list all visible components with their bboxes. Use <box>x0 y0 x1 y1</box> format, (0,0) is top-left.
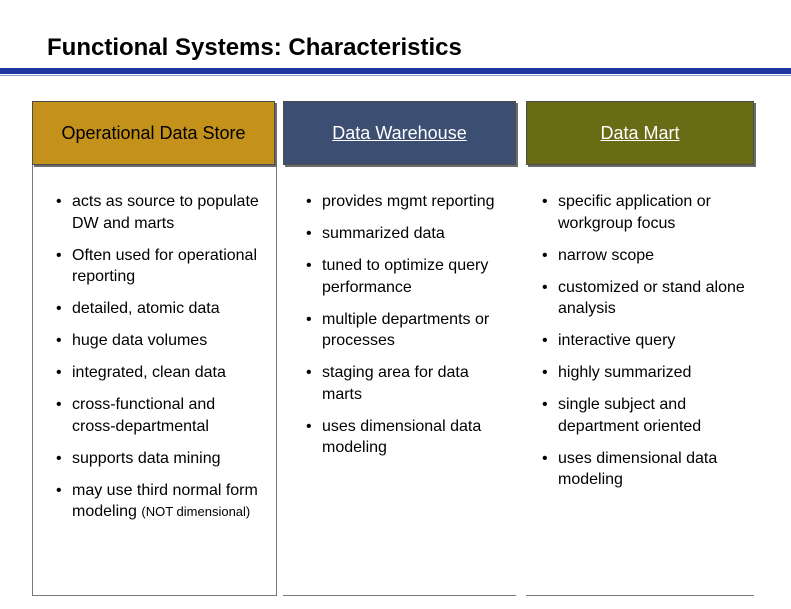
list-item: • specific application or workgroup focus <box>540 191 745 234</box>
list-item: • integrated, clean data <box>54 362 259 384</box>
list-item: • provides mgmt reporting <box>304 191 504 213</box>
list-item: • interactive query <box>540 330 745 352</box>
list-item: • summarized data <box>304 223 504 245</box>
list-item: • supports data mining <box>54 448 259 470</box>
list-item: • uses dimensional data modeling <box>540 448 745 491</box>
dm-header-label: Data Mart <box>600 122 680 143</box>
list-item: • tuned to optimize query performance <box>304 255 504 298</box>
dm-header <box>526 101 754 165</box>
dw-header <box>283 101 516 165</box>
list-item: • staging area for data marts <box>304 362 504 405</box>
dw-header-label: Data Warehouse <box>332 122 467 143</box>
list-item: • customized or stand alone analysis <box>540 277 745 320</box>
list-item: • multiple departments or processes <box>304 309 504 352</box>
list-item: • detailed, atomic data <box>54 298 259 320</box>
list-item: • huge data volumes <box>54 330 259 352</box>
dw-bullet-list <box>304 191 504 469</box>
list-item: • narrow scope <box>540 245 745 267</box>
slide-title: Functional Systems: Characteristics <box>47 34 462 61</box>
list-item: • single subject and department oriented <box>540 394 745 437</box>
list-item-text: may use third normal form modeling <box>72 481 258 520</box>
dm-bullet-list <box>540 191 745 501</box>
ods-header-label: Operational Data Store <box>61 122 246 143</box>
title-divider-shadow <box>0 75 791 76</box>
list-item: • uses dimensional data modeling <box>304 416 504 459</box>
list-item: • Often used for operational reporting <box>54 245 259 288</box>
list-item: • acts as source to populate DW and marts <box>54 191 259 234</box>
title-divider <box>0 68 791 74</box>
list-item-note: (NOT dimensional) <box>141 504 251 519</box>
list-item: • cross-functional and cross-departmental <box>54 394 259 437</box>
ods-bullet-list <box>54 191 259 533</box>
ods-header <box>32 101 275 165</box>
list-item: • highly summarized <box>540 362 745 384</box>
list-item <box>54 480 259 523</box>
